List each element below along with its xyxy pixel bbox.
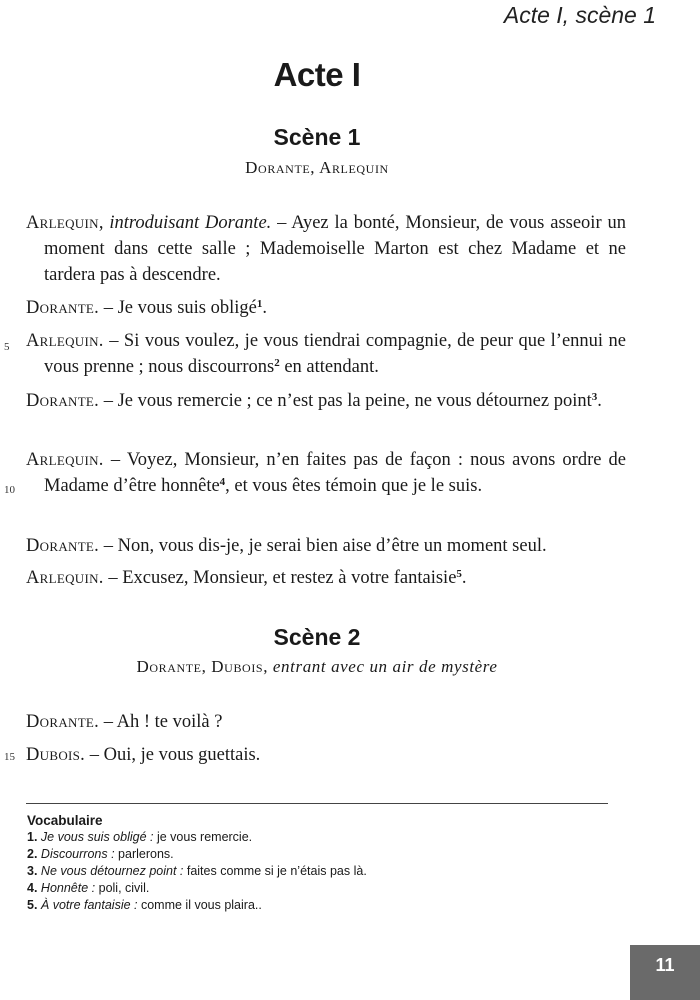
vocabulary-item: 3. Ne vous détournez point : faites comme si je n’étais pas là. bbox=[27, 864, 367, 878]
footnote-ref: 3 bbox=[591, 391, 598, 403]
speech: Dorante. – Non, vous dis-je, je serai bien aise d’être un moment seul. bbox=[26, 536, 547, 556]
line-number: 15 bbox=[4, 751, 15, 763]
vocabulary-item: 4. Honnête : poli, civil. bbox=[27, 881, 150, 895]
line-number: 10 bbox=[4, 484, 15, 496]
footnote-ref: 4 bbox=[219, 476, 226, 488]
footnote-divider bbox=[26, 803, 608, 804]
speech: Arlequin, introduisant Dorante. – Ayez la bonté, Monsieur, de vous asseoir un moment dans cette salle ; Mademoiselle Marton est chez Madame et ne tardera pas à descendre. bbox=[26, 213, 627, 285]
speech: Dorante. – Ah ! te voilà ? bbox=[26, 712, 223, 732]
speech: Arlequin. – Voyez, Monsieur, n’en faites pas de façon : nous avons ordre de Madame d’être honnête$^4$, et vous êtes témoin que je le suis. bbox=[26, 450, 626, 496]
speech: Arlequin. – Si vous voulez, je vous tiendrai compagnie, de peur que l’ennui ne vous prenne ; nous discourrons$^2$ en attendant. bbox=[26, 331, 626, 377]
footnote-ref: 5 bbox=[456, 568, 462, 580]
footnote-ref: 2 bbox=[274, 357, 280, 369]
vocabulary-box bbox=[27, 812, 607, 914]
speech: Arlequin. – Excusez, Monsieur, et restez à votre fantaisie$^5$. bbox=[26, 568, 467, 588]
act-title: Acte I bbox=[273, 56, 361, 93]
speech: Dorante. – Je vous suis obligé$^1$. bbox=[26, 298, 267, 318]
line-number: 5 bbox=[4, 341, 10, 353]
page-number: 11 bbox=[630, 945, 700, 1000]
scene-2-cast: Dorante, Dubois, entrant avec un air de mystère bbox=[136, 657, 498, 676]
vocabulary-item: 1. Je vous suis obligé : je vous remercie. bbox=[27, 830, 253, 844]
scene-1-cast: Dorante, Arlequin bbox=[245, 158, 389, 177]
scene-1-title: Scène 1 bbox=[273, 124, 361, 150]
vocabulary-item: 2. Discourrons : parlerons. bbox=[27, 847, 174, 861]
running-head: Acte I, scène 1 bbox=[503, 2, 656, 28]
vocabulary-item: 5. À votre fantaisie : comme il vous plaira.. bbox=[27, 898, 262, 912]
vocabulary-title: Vocabulaire bbox=[27, 813, 103, 828]
scene-2-title: Scène 2 bbox=[273, 624, 361, 650]
speech: Dorante. – Je vous remercie ; ce n’est pas la peine, ne vous détournez point$^3$. bbox=[26, 391, 602, 411]
footnote-ref: 1 bbox=[256, 298, 263, 310]
speech: Dubois. – Oui, je vous guettais. bbox=[26, 745, 261, 765]
